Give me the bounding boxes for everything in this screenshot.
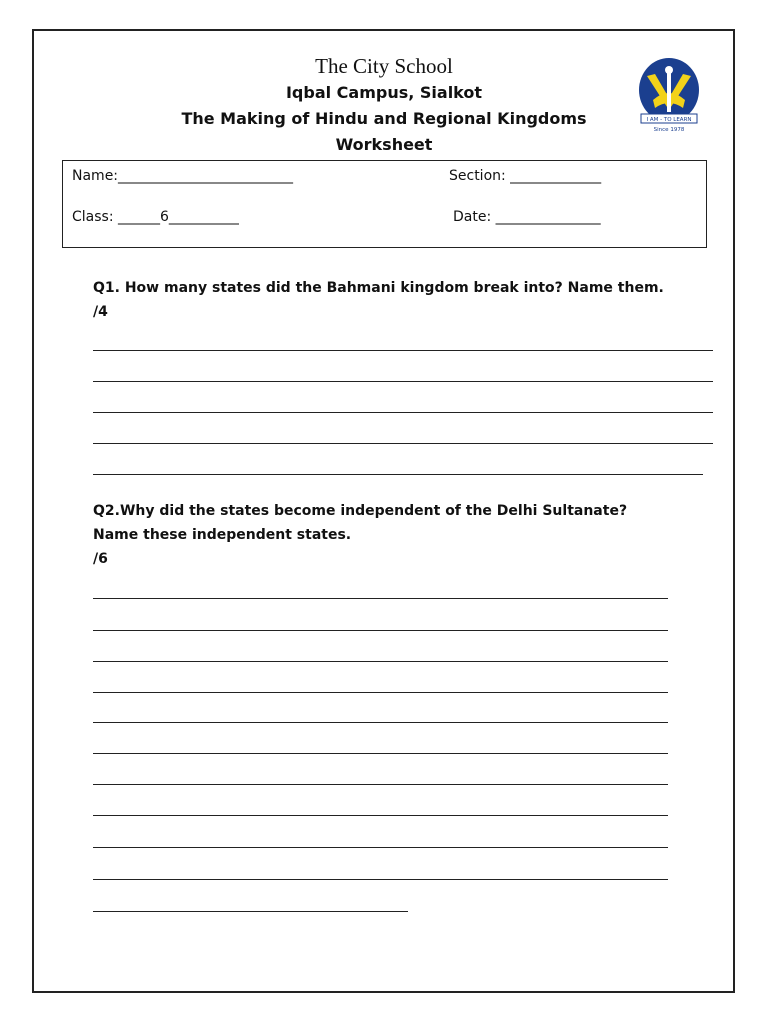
answer-line[interactable] bbox=[93, 381, 713, 382]
question-1-text: Q1. How many states did the Bahmani kingdom break into? Name them. bbox=[93, 280, 664, 296]
question-1-marks: /4 bbox=[93, 304, 108, 320]
answer-line[interactable] bbox=[93, 847, 668, 848]
class-field[interactable]: Class: ______6__________ bbox=[72, 209, 239, 225]
answer-line[interactable] bbox=[93, 661, 668, 662]
answer-line[interactable] bbox=[93, 911, 408, 912]
answer-line[interactable] bbox=[93, 753, 668, 754]
school-logo bbox=[633, 56, 705, 134]
answer-line[interactable] bbox=[93, 598, 668, 599]
question-2-text: Q2.Why did the states become independent of the Delhi Sultanate? Name these independent states. bbox=[93, 503, 628, 543]
answer-line[interactable] bbox=[93, 474, 703, 475]
campus-name: Iqbal Campus, Sialkot bbox=[285, 83, 483, 102]
answer-line[interactable] bbox=[93, 722, 668, 723]
answer-line[interactable] bbox=[93, 443, 713, 444]
answer-line[interactable] bbox=[93, 412, 713, 413]
answer-line[interactable] bbox=[93, 692, 668, 693]
logo-since: Since 1978 bbox=[653, 127, 685, 133]
worksheet-topic: The Making of Hindu and Regional Kingdoms bbox=[181, 109, 587, 128]
answer-line[interactable] bbox=[93, 879, 668, 880]
date-field[interactable]: Date: _______________ bbox=[453, 209, 601, 225]
worksheet-label: Worksheet bbox=[335, 135, 433, 154]
answer-line[interactable] bbox=[93, 784, 668, 785]
name-field[interactable]: Name:_________________________ bbox=[72, 168, 294, 184]
logo-motto: I AM - TO LEARN bbox=[646, 117, 692, 123]
answer-line[interactable] bbox=[93, 350, 713, 351]
question-2-marks: /6 bbox=[93, 551, 108, 567]
school-name: The City School bbox=[315, 54, 453, 78]
section-field[interactable]: Section: _____________ bbox=[449, 168, 602, 184]
answer-line[interactable] bbox=[93, 815, 668, 816]
answer-line[interactable] bbox=[93, 630, 668, 631]
